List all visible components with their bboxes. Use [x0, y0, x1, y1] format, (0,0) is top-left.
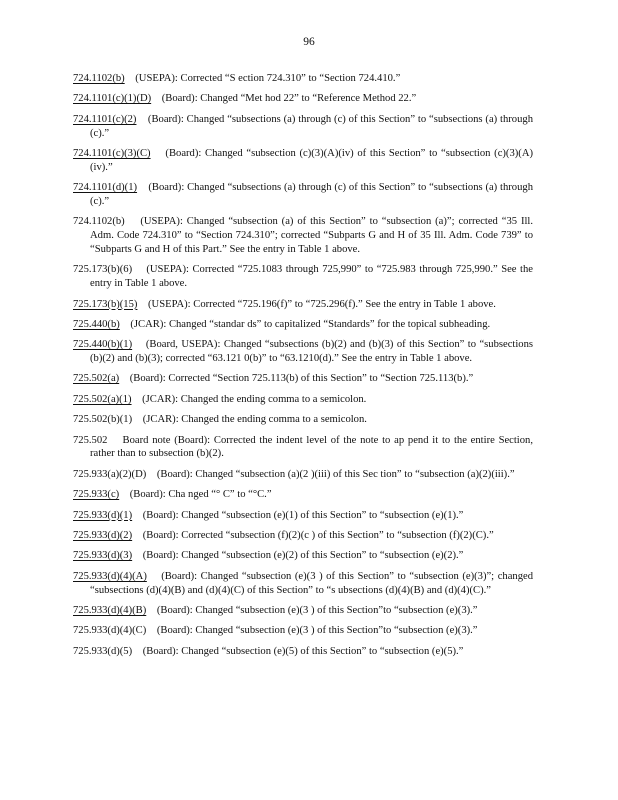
errata-entry — [73, 318, 533, 332]
section-reference: 725.933(c) — [73, 489, 120, 501]
errata-entry — [73, 509, 533, 523]
errata-entry — [73, 372, 533, 386]
errata-entry — [73, 263, 533, 291]
errata-entry — [73, 113, 533, 141]
section-reference: 725.933(a)(2)(D) — [73, 468, 147, 480]
correction-text: (Board): Cha nged “° C” to “°C.” — [129, 489, 272, 501]
correction-text: (Board): Changed “subsection (e)(1) of this Section” to “subsection (e)(1).” — [142, 509, 464, 521]
section-reference: 725.933(d)(1) — [73, 509, 133, 521]
correction-text: (USEPA): Changed “subsection (a) of this Section” to “subsection (a)”; corrected “35 Ill. Adm. Code 724.310” to “Section 724.310”; corrected “Subparts G and H of 35 Ill. Adm. Code 739” to “Subparts G and H of this Part.” See the entry in Table 1 above. — [90, 216, 534, 255]
errata-entry — [73, 338, 533, 366]
errata-entry — [73, 468, 533, 482]
section-reference: 724.1101(d)(1) — [73, 182, 138, 194]
correction-text: (Board): Changed “subsection (e)(5) of this Section” to “subsection (e)(5).” — [142, 645, 464, 657]
section-reference: 725.933(d)(2) — [73, 530, 133, 542]
errata-entry — [73, 298, 533, 312]
errata-list — [73, 72, 533, 665]
correction-text: (Board): Changed “subsection (e)(2) of this Section” to “subsection (e)(2).” — [142, 550, 464, 562]
correction-text: (Board): Changed “Met hod 22” to “Reference Method 22.” — [161, 93, 417, 105]
section-reference: 724.1101(c)(2) — [73, 113, 137, 125]
errata-entry — [73, 624, 533, 638]
correction-text: Board note (Board): Corrected the indent level of the note to ap pend it to the entire Section, rather than to subsection (b)(2). — [90, 434, 533, 460]
section-reference: 725.502(a)(1) — [73, 393, 132, 405]
section-reference: 725.933(d)(4)(C) — [73, 625, 147, 637]
correction-text: (Board): Changed “subsection (e)(3 ) of this Section”to “subsection (e)(3).” — [156, 604, 478, 616]
errata-entry — [73, 604, 533, 618]
errata-entry — [73, 549, 533, 563]
errata-entry — [73, 488, 533, 502]
section-reference: 725.173(b)(15) — [73, 298, 138, 310]
correction-text: (Board): Changed “subsection (e)(3 ) of this Section” to “subsection (e)(3)”; changed “subsections (d)(4)(B) and (d)(4)(C) of this Section” to “s ubsections (d)(4)(B) and (d)(4)(C).” — [90, 570, 534, 596]
errata-entry — [73, 393, 533, 407]
errata-entry — [73, 413, 533, 427]
correction-text: (JCAR): Changed “standar ds” to capitalized “Standards” for the topical subheading. — [130, 318, 491, 330]
correction-text: (Board): Changed “subsections (a) through (c) of this Section” to “subsections (a) through (c).” — [90, 182, 533, 207]
errata-entry — [73, 72, 533, 86]
section-reference: 724.1101(c)(3)(C) — [73, 147, 151, 159]
errata-entry — [73, 645, 533, 659]
correction-text: (Board): Changed “subsections (a) through (c) of this Section” to “subsections (a) through (c).” — [90, 113, 533, 139]
correction-text: (Board): Corrected “subsection (f)(2)(c ) of this Section” to “subsection (f)(2)(C).” — [142, 530, 494, 542]
section-reference: 724.1101(c)(1)(D) — [73, 93, 152, 105]
correction-text: (JCAR): Changed the ending comma to a semicolon. — [142, 414, 367, 426]
correction-text: (Board): Changed “subsection (a)(2 )(iii) of this Sec tion” to “subsection (a)(2)(iii).” — [156, 468, 515, 480]
section-reference: 724.1102(b) — [73, 73, 125, 84]
section-reference: 725.933(d)(4)(B) — [73, 604, 147, 616]
correction-text: (Board): Changed “subsection (e)(3 ) of this Section”to “subsection (e)(3).” — [156, 625, 478, 637]
errata-entry — [73, 147, 533, 175]
section-reference: 724.1102(b) — [73, 216, 125, 228]
page-number: 96 — [303, 36, 315, 48]
correction-text: (USEPA): Corrected “725.1083 through 725,990” to “725.983 through 725,990.” See the entry in Table 1 above. — [90, 264, 533, 290]
section-reference: 725.502 — [73, 434, 108, 446]
correction-text: (USEPA): Corrected “725.196(f)” to “725.296(f).” See the entry in Table 1 above. — [148, 298, 496, 310]
errata-entry — [73, 529, 533, 543]
section-reference: 725.933(d)(4)(A) — [73, 570, 147, 582]
section-reference: 725.440(b)(1) — [73, 339, 133, 351]
section-reference: 725.502(b)(1) — [73, 414, 133, 426]
correction-text: (USEPA): Corrected “S ection 724.310” to “Section 724.410.” — [135, 73, 401, 84]
correction-text: (Board): Corrected “Section 725.113(b) of this Section” to “Section 725.113(b).” — [129, 373, 474, 385]
section-reference: 725.933(d)(5) — [73, 645, 133, 657]
section-reference: 725.933(d)(3) — [73, 550, 133, 562]
section-reference: 725.502(a) — [73, 373, 120, 385]
errata-entry — [73, 215, 533, 256]
section-reference: 725.440(b) — [73, 318, 120, 330]
errata-entry — [73, 181, 533, 209]
correction-text: (Board, USEPA): Changed “subsections (b)(2) and (b)(3) of this Section” to “subsections (b)(2) and (b)(3); corrected “63.121 0(b)” to “63.1210(d).” See the entry in Table 1 above. — [90, 339, 534, 365]
errata-entry — [73, 570, 533, 598]
section-reference: 725.173(b)(6) — [73, 264, 133, 276]
correction-text: (JCAR): Changed the ending comma to a semicolon. — [142, 393, 367, 405]
errata-entry — [73, 92, 533, 106]
errata-entry — [73, 434, 533, 462]
correction-text: (Board): Changed “subsection (c)(3)(A)(iv) of this Section” to “subsection (c)(3)(A)(iv).” — [90, 147, 533, 173]
